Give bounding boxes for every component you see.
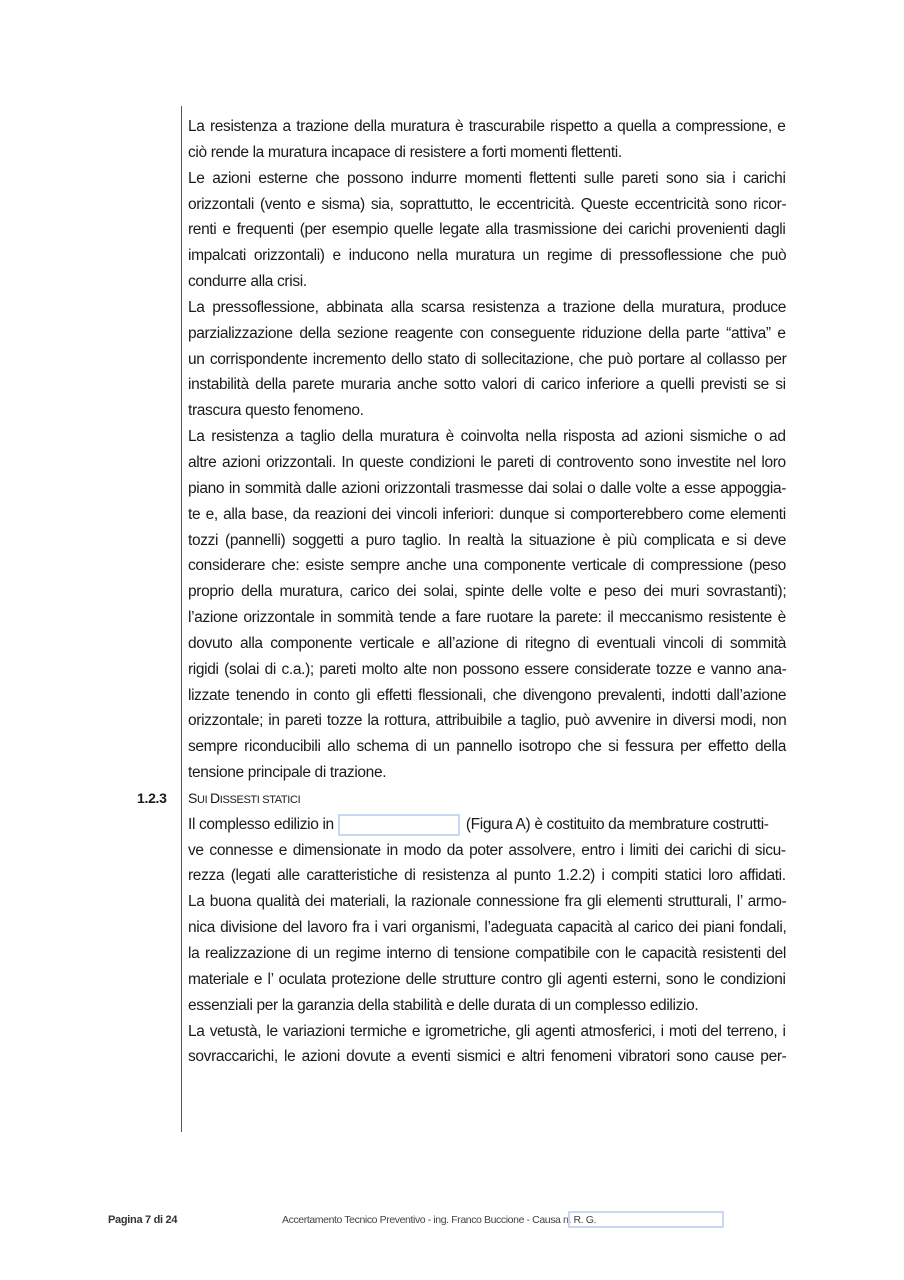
margin-rule bbox=[181, 106, 182, 1132]
page-number: Pagina 7 di 24 bbox=[108, 1214, 178, 1226]
text-line: La buona qualità dei materiali, la razionale connessione fra gli elementi strutturali, l’ armo- bbox=[188, 893, 787, 911]
text-line: La resistenza a trazione della muratura è trascurabile rispetto a quella a compressione, e bbox=[188, 118, 786, 135]
text-line: tozzi (pannelli) soggetti a puro taglio. In realtà la situazione è più complicata e si deve bbox=[188, 531, 786, 549]
text-line: un corrispondente incremento dello stato di sollecitazione, che può portare al collasso per bbox=[188, 350, 787, 368]
text-line: trascura questo fenomeno. bbox=[188, 402, 364, 420]
text-line: orizzontali (vento e sisma) sia, soprattutto, le eccentricità. Queste eccentricità sono ricor- bbox=[188, 195, 787, 213]
section-number: 1.2.3 bbox=[137, 789, 167, 806]
text-line: La pressoflessione, abbinata alla scarsa resistenza a trazione della muratura, produce bbox=[188, 298, 786, 316]
text-line: instabilità della parete muraria anche sotto valori di carico inferiore a quelli previsti se si bbox=[188, 376, 786, 394]
paragraph-block bbox=[188, 114, 786, 786]
text-line: La resistenza a taglio della muratura è coinvolta nella risposta ad azioni sismiche o ad bbox=[188, 428, 786, 446]
section-heading bbox=[137, 786, 786, 812]
text-line: piano in sommità dalle azioni orizzontali trasmesse dai solai o dalle volte a esse appoggia- bbox=[188, 479, 787, 497]
text-line: ciò rende la muratura incapace di resistere a forti momenti flettenti. bbox=[188, 143, 622, 161]
text-line: altre azioni orizzontali. In queste condizioni le pareti di controvento sono investite nel loro bbox=[188, 453, 786, 471]
text-line: Le azioni esterne che possono indurre momenti flettenti sulle pareti sono sia i carichi bbox=[188, 169, 786, 187]
text-line: lizzate tenendo in conto gli effetti flessionali, che divengono prevalenti, indotti dall’azione bbox=[188, 686, 787, 704]
text-line: considerare che: esiste sempre anche una componente verticale di compressione (peso bbox=[188, 557, 786, 575]
text-line: essenziali per la garanzia della stabilità e delle durata di un complesso edilizio. bbox=[188, 996, 699, 1014]
body-text bbox=[137, 114, 787, 1070]
text-line: orizzontale; in pareti tozze la rottura, attribuibile a taglio, può avvenire in diversi modi, non bbox=[188, 712, 787, 730]
text-line: proprio della muratura, carico dei solai, spinte delle volte e peso dei muri sovrastanti); bbox=[188, 583, 787, 601]
text-line: materiale e l’ oculata protezione delle strutture contro gli agenti esterni, sono le condizioni bbox=[188, 970, 786, 988]
text-line: la realizzazione di un regime interno di tensione compatibile con le capacità resistenti del bbox=[188, 945, 787, 962]
text-line: impalcati orizzontali) e inducono nella muratura un regime di pressoflessione che può bbox=[188, 247, 787, 265]
text-line: rigidi (solai di c.a.); pareti molto alte non possono essere considerate tozze e vanno ana- bbox=[188, 660, 787, 678]
text-line: condurre alla crisi. bbox=[188, 273, 307, 291]
redacted-case-number-box bbox=[568, 1211, 724, 1228]
section-title: SUI DISSESTI STATICI bbox=[188, 789, 301, 806]
text-line: nica divisione del lavoro fra i vari organismi, l’adeguata capacità al carico dei piani fondali, bbox=[188, 919, 787, 937]
section-paragraph-block bbox=[188, 838, 786, 1071]
redacted-location-box bbox=[338, 814, 460, 836]
text-line: parzializzazione della sezione reagente con conseguente riduzione della parte “attiva” e bbox=[188, 324, 786, 342]
text-line: La vetustà, le variazioni termiche e igrometriche, gli agenti atmosferici, i moti del terreno, i bbox=[188, 1022, 786, 1040]
text-line: tensione principale di trazione. bbox=[188, 764, 387, 782]
footer-text: Accertamento Tecnico Preventivo - ing. Franco Buccione - Causa n. R. G. bbox=[282, 1214, 596, 1226]
text-line: sempre riconducibili allo schema di un pannello isotropo che si fessura per effetto della bbox=[188, 738, 786, 756]
text-line: dovuto alla componente verticale e all’azione di ritegno di eventuali vincoli di sommità bbox=[188, 634, 787, 652]
text-line: ve connesse e dimensionate in modo da poter assolvere, entro i limiti dei carichi di sicu- bbox=[188, 841, 786, 859]
text-line: l’azione orizzontale in sommità tende a fare ruotare la parete: il meccanismo resistente è bbox=[188, 609, 786, 627]
section-first-line: Il complesso edilizio in (Figura A) è costituito da membrature costrutti- bbox=[188, 812, 786, 838]
text-line: te e, alla base, da reazioni dei vincoli inferiori: dunque si comporterebbero come elementi bbox=[188, 505, 786, 523]
text-line: sovraccarichi, le azioni dovute a eventi sismici e altri fenomeni vibratori sono cause per- bbox=[188, 1048, 787, 1066]
text-line: rezza (legati alle caratteristiche di resistenza al punto 1.2.2) i compiti statici loro affidati. bbox=[188, 867, 786, 885]
text-line: renti e frequenti (per esempio quelle legate alla trasmissione dei carichi provenienti dagli bbox=[188, 221, 786, 239]
